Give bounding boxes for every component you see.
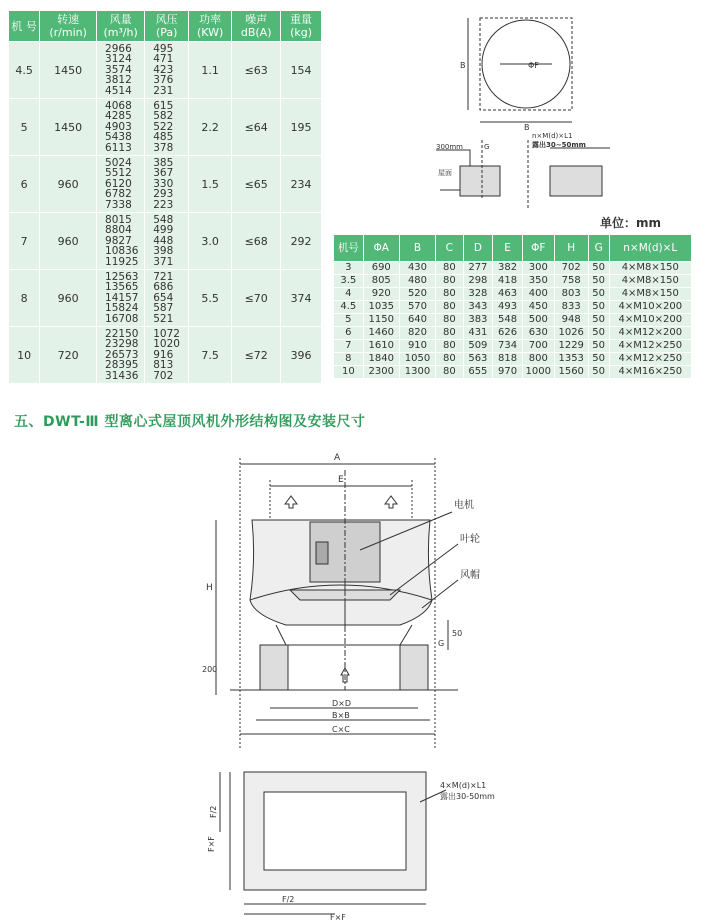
table-cell: 80 <box>436 314 463 327</box>
table-cell: 5 <box>334 314 364 327</box>
dim-200-label: 200 <box>202 665 218 674</box>
table-cell: 1050 <box>399 353 435 366</box>
cell-speed: 1450 <box>40 99 97 156</box>
table-cell: 655 <box>463 366 493 379</box>
table-cell: 920 <box>363 288 399 301</box>
dim-50-label: 50 <box>452 629 463 638</box>
table-cell: 4×M12×200 <box>609 327 691 340</box>
table-cell: 548 <box>493 314 523 327</box>
table-cell: 4×M12×250 <box>609 340 691 353</box>
f2-left-label: F/2 <box>209 805 218 818</box>
cell-noise: ≤64 <box>232 99 281 156</box>
cell-flow: 8015 8804 9827 10836 11925 <box>97 213 145 270</box>
table-row <box>9 42 322 99</box>
table-cell: 1560 <box>554 366 588 379</box>
table-cell: 50 <box>588 366 609 379</box>
table-row <box>334 353 692 366</box>
table-cell: 800 <box>522 353 554 366</box>
table-cell: 1610 <box>363 340 399 353</box>
table-cell: 1300 <box>399 366 435 379</box>
table-row <box>9 327 322 384</box>
header-h: H <box>554 235 588 262</box>
table-cell: 1460 <box>363 327 399 340</box>
table-cell: 805 <box>363 275 399 288</box>
header-model: 机号 <box>334 235 364 262</box>
table-cell: 3 <box>334 262 364 275</box>
table-cell: 50 <box>588 314 609 327</box>
table-cell: 818 <box>493 353 523 366</box>
table-cell: 2300 <box>363 366 399 379</box>
fan-structure-diagram <box>190 450 520 760</box>
table-cell: 4.5 <box>334 301 364 314</box>
table-cell: 50 <box>588 353 609 366</box>
cell-weight: 234 <box>281 156 322 213</box>
table-cell: 298 <box>463 275 493 288</box>
table-cell: 430 <box>399 262 435 275</box>
cell-noise: ≤65 <box>232 156 281 213</box>
table-cell: 4×M8×150 <box>609 275 691 288</box>
table-cell: 630 <box>522 327 554 340</box>
table-cell: 803 <box>554 288 588 301</box>
cell-flow: 2966 3124 3574 3812 4514 <box>97 42 145 99</box>
cell-flow: 12563 13565 14157 15824 16708 <box>97 270 145 327</box>
cell-power: 1.1 <box>189 42 232 99</box>
top-view-diagram <box>420 10 620 210</box>
cell-model: 7 <box>9 213 40 270</box>
header-phi-a: ΦA <box>363 235 399 262</box>
table-row <box>334 288 692 301</box>
cell-pressure: 548 499 448 398 371 <box>145 213 189 270</box>
protrude-label: 露出30-50mm <box>440 792 495 801</box>
table-cell: 6 <box>334 327 364 340</box>
header-b: B <box>399 235 435 262</box>
table-cell: 7 <box>334 340 364 353</box>
table-cell: 50 <box>588 301 609 314</box>
dimension-table <box>333 234 692 379</box>
g-label: G <box>484 143 490 151</box>
table-row <box>334 301 692 314</box>
dim-e-label: E <box>338 475 344 485</box>
header-c: C <box>436 235 463 262</box>
cell-power: 3.0 <box>189 213 232 270</box>
performance-table <box>8 10 322 384</box>
header-e: E <box>493 235 523 262</box>
table-cell: 400 <box>522 288 554 301</box>
table-cell: 700 <box>522 340 554 353</box>
table-cell: 1840 <box>363 353 399 366</box>
table-cell: 4 <box>334 288 364 301</box>
impeller-label: 叶轮 <box>460 534 480 545</box>
table-cell: 1353 <box>554 353 588 366</box>
cell-model: 4.5 <box>9 42 40 99</box>
section-heading: 五、DWT-Ⅲ 型离心式屋顶风机外形结构图及安装尺寸 <box>14 414 366 430</box>
cell-speed: 720 <box>40 327 97 384</box>
table-cell: 80 <box>436 340 463 353</box>
cell-pressure: 495 471 423 376 231 <box>145 42 189 99</box>
cell-weight: 396 <box>281 327 322 384</box>
table-cell: 80 <box>436 353 463 366</box>
cell-noise: ≤63 <box>232 42 281 99</box>
table-cell: 758 <box>554 275 588 288</box>
cell-flow: 4068 4285 4903 5438 6113 <box>97 99 145 156</box>
table-cell: 50 <box>588 340 609 353</box>
cell-speed: 960 <box>40 156 97 213</box>
dim-h-label: H <box>206 583 213 593</box>
cell-noise: ≤68 <box>232 213 281 270</box>
cell-speed: 960 <box>40 270 97 327</box>
table-cell: 80 <box>436 262 463 275</box>
table-cell: 1026 <box>554 327 588 340</box>
table-cell: 50 <box>588 275 609 288</box>
bolt-spec-label: n×M(d)×L1 <box>532 132 573 140</box>
performance-header-row <box>9 11 322 42</box>
table-row <box>334 314 692 327</box>
table-cell: 4×M8×150 <box>609 288 691 301</box>
header-phi-f: ΦF <box>522 235 554 262</box>
table-cell: 734 <box>493 340 523 353</box>
table-row <box>9 99 322 156</box>
header-g: G <box>588 235 609 262</box>
protrude-label: 露出30~50mm <box>532 141 586 149</box>
cell-weight: 292 <box>281 213 322 270</box>
header-model: 机 号 <box>9 11 40 42</box>
cell-model: 10 <box>9 327 40 384</box>
dim-bxb-label: B×B <box>332 711 350 720</box>
cell-weight: 195 <box>281 99 322 156</box>
header-power: 功率 (KW) <box>189 11 232 42</box>
table-row <box>334 262 692 275</box>
table-cell: 3.5 <box>334 275 364 288</box>
table-cell: 520 <box>399 288 435 301</box>
header-noise: 噪声 dB(A) <box>232 11 281 42</box>
table-cell: 910 <box>399 340 435 353</box>
table-cell: 970 <box>493 366 523 379</box>
cell-pressure: 385 367 330 293 223 <box>145 156 189 213</box>
table-cell: 8 <box>334 353 364 366</box>
table-cell: 300 <box>522 262 554 275</box>
table-cell: 383 <box>463 314 493 327</box>
table-cell: 480 <box>399 275 435 288</box>
dim-g-label: G <box>438 639 445 648</box>
header-weight: 重量 (kg) <box>281 11 322 42</box>
cell-noise: ≤70 <box>232 270 281 327</box>
hood-label: 风帽 <box>460 570 480 581</box>
cell-power: 7.5 <box>189 327 232 384</box>
table-cell: 450 <box>522 301 554 314</box>
table-cell: 4×M16×250 <box>609 366 691 379</box>
table-row <box>334 275 692 288</box>
table-cell: 80 <box>436 275 463 288</box>
table-cell: 50 <box>588 262 609 275</box>
table-cell: 382 <box>493 262 523 275</box>
unit-label: 单位：mm <box>600 216 662 230</box>
cell-weight: 154 <box>281 42 322 99</box>
table-cell: 343 <box>463 301 493 314</box>
b-bottom-label: B <box>524 123 530 132</box>
b-side-label: B <box>460 61 466 70</box>
f2-bottom-label: F/2 <box>282 895 295 904</box>
cell-model: 8 <box>9 270 40 327</box>
roof-label: 屋面 <box>438 169 452 177</box>
table-row <box>9 156 322 213</box>
cell-power: 2.2 <box>189 99 232 156</box>
table-row <box>9 213 322 270</box>
table-cell: 1229 <box>554 340 588 353</box>
dim-300-label: 300mm <box>436 143 463 151</box>
table-cell: 463 <box>493 288 523 301</box>
cell-speed: 960 <box>40 213 97 270</box>
table-cell: 10 <box>334 366 364 379</box>
table-cell: 702 <box>554 262 588 275</box>
table-row <box>334 340 692 353</box>
table-cell: 277 <box>463 262 493 275</box>
table-cell: 80 <box>436 366 463 379</box>
table-cell: 948 <box>554 314 588 327</box>
table-cell: 50 <box>588 288 609 301</box>
cell-pressure: 721 686 654 587 521 <box>145 270 189 327</box>
motor-label: 电机 <box>454 500 474 511</box>
fxf-left-label: F×F <box>207 836 216 852</box>
table-cell: 1035 <box>363 301 399 314</box>
table-cell: 80 <box>436 327 463 340</box>
table-cell: 563 <box>463 353 493 366</box>
table-cell: 1000 <box>522 366 554 379</box>
table-row <box>9 270 322 327</box>
table-cell: 626 <box>493 327 523 340</box>
cell-weight: 374 <box>281 270 322 327</box>
dim-cxc-label: C×C <box>332 725 350 734</box>
cell-pressure: 1072 1020 916 813 702 <box>145 327 189 384</box>
cell-noise: ≤72 <box>232 327 281 384</box>
header-flow: 风量 (m³/h) <box>97 11 145 42</box>
table-cell: 500 <box>522 314 554 327</box>
header-pressure: 风压 (Pa) <box>145 11 189 42</box>
header-speed: 转速 (r/min) <box>40 11 97 42</box>
dim-dxd-label: D×D <box>332 699 352 708</box>
header-bolt: n×M(d)×L <box>609 235 691 262</box>
cell-power: 1.5 <box>189 156 232 213</box>
table-cell: 80 <box>436 301 463 314</box>
cell-flow: 22150 23298 26573 28395 31436 <box>97 327 145 384</box>
dim-a-label: A <box>334 453 341 463</box>
cell-model: 6 <box>9 156 40 213</box>
table-cell: 50 <box>588 327 609 340</box>
table-cell: 833 <box>554 301 588 314</box>
table-cell: 570 <box>399 301 435 314</box>
dimension-header-row <box>334 235 692 262</box>
table-row <box>334 327 692 340</box>
table-cell: 4×M10×200 <box>609 301 691 314</box>
table-row <box>334 366 692 379</box>
table-cell: 4×M10×200 <box>609 314 691 327</box>
cell-model: 5 <box>9 99 40 156</box>
table-cell: 4×M12×250 <box>609 353 691 366</box>
table-cell: 690 <box>363 262 399 275</box>
table-cell: 431 <box>463 327 493 340</box>
table-cell: 640 <box>399 314 435 327</box>
fxf-bottom-label: F×F <box>330 913 346 922</box>
table-cell: 4×M8×150 <box>609 262 691 275</box>
cell-power: 5.5 <box>189 270 232 327</box>
cell-pressure: 615 582 522 485 378 <box>145 99 189 156</box>
table-cell: 820 <box>399 327 435 340</box>
table-cell: 509 <box>463 340 493 353</box>
header-d: D <box>463 235 493 262</box>
cell-flow: 5024 5512 6120 6782 7338 <box>97 156 145 213</box>
phi-f-label: ΦF <box>528 61 539 70</box>
bolt-label: 4×M(d)×L1 <box>440 781 487 790</box>
table-cell: 493 <box>493 301 523 314</box>
table-cell: 80 <box>436 288 463 301</box>
table-cell: 418 <box>493 275 523 288</box>
table-cell: 1150 <box>363 314 399 327</box>
cell-speed: 1450 <box>40 42 97 99</box>
base-frame-diagram <box>190 762 520 922</box>
table-cell: 350 <box>522 275 554 288</box>
table-cell: 328 <box>463 288 493 301</box>
